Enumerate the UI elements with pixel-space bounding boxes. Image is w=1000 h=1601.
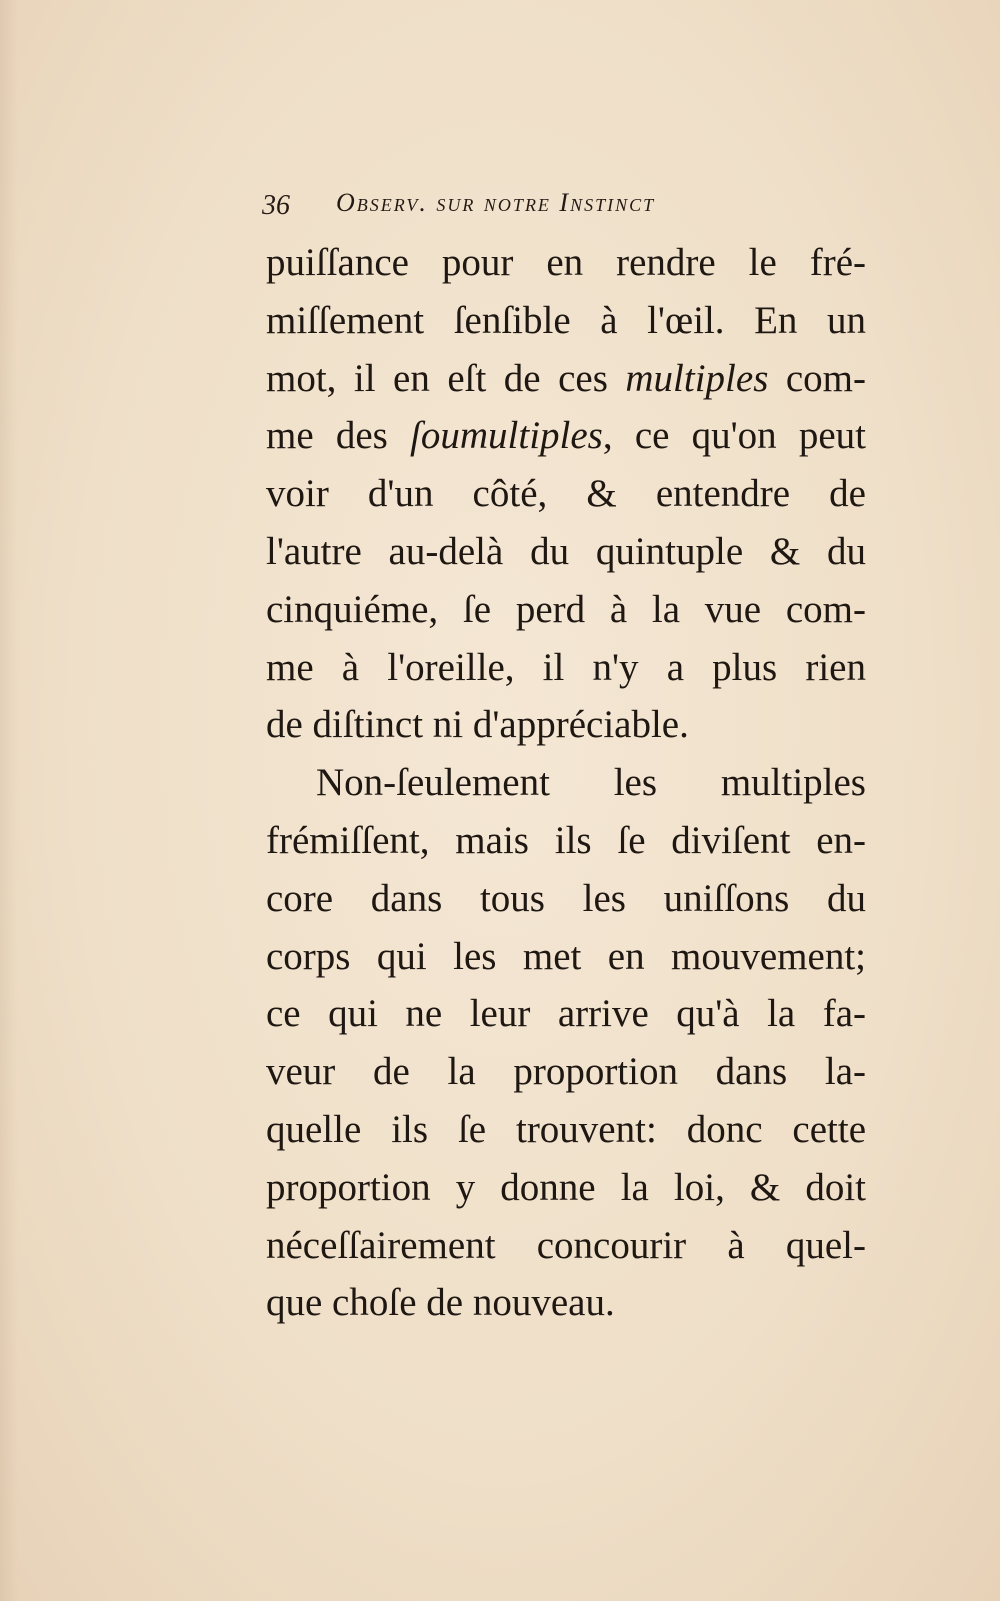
text-line: Non-ſeulement les multiples	[316, 761, 866, 805]
text-line: me des ſoumultiples, ce qu'on peut	[266, 414, 866, 458]
page-header	[262, 188, 822, 230]
text-line: de diſtinct ni d'appréciable.	[266, 703, 689, 747]
text-line: voir d'un côté, & entendre de	[266, 472, 866, 516]
text-line: quelle ils ſe trouvent: donc cette	[266, 1107, 866, 1151]
text-line: puiſſance pour en rendre le fré-	[266, 241, 866, 284]
text-line: mot, il en eſt de ces multiples com-	[266, 356, 866, 400]
text-line: néceſſairement concourir à quel-	[266, 1223, 866, 1267]
text-line: veur de la proportion dans la-	[266, 1050, 866, 1094]
italic-term: multiples	[625, 356, 769, 400]
text-line: corps qui les met en mouvement;	[266, 934, 866, 978]
italic-term: ſoumultiples	[410, 414, 603, 458]
text-line: cinquiéme, ſe perd à la vue com-	[266, 587, 866, 631]
text-line: ce qui ne leur arrive qu'à la fa-	[266, 992, 866, 1036]
running-head: Observ. sur notre Instinct	[336, 188, 656, 217]
text-line: miſſement ſenſible à l'œil. En un	[266, 298, 866, 342]
text-line: core dans tous les uniſſons du	[266, 876, 866, 920]
text-line: l'autre au-delà du quintuple & du	[266, 529, 866, 573]
text-line: que choſe de nouveau.	[266, 1281, 615, 1325]
page-number: 36	[262, 190, 290, 221]
text-line: frémiſſent, mais ils ſe diviſent en-	[266, 818, 866, 862]
body-text	[266, 234, 866, 1332]
text-line: proportion y donne la loi, & doit	[266, 1165, 866, 1209]
text-line: me à l'oreille, il n'y a plus rien	[266, 645, 866, 689]
